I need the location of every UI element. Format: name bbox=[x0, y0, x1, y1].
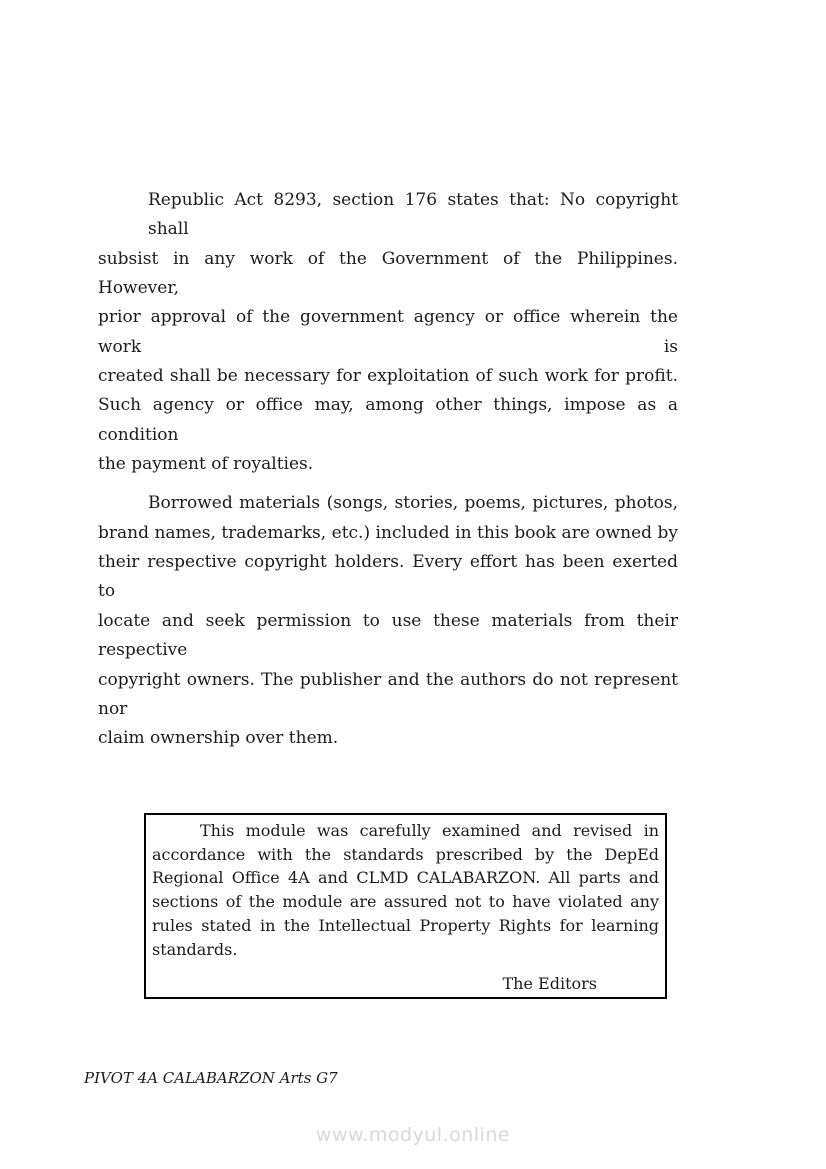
watermark-text: www.modyul.online bbox=[315, 1124, 511, 1146]
text-line: Borrowed materials (songs, stories, poems, pictures, photos, bbox=[148, 493, 678, 514]
text-line: their respective copyright holders. Every effort has been exerted to bbox=[98, 552, 678, 602]
text-line: Regional Office 4A and CLMD CALABARZON. All parts and bbox=[152, 868, 659, 888]
text-line: prior approval of the government agency or office wherein the work is bbox=[98, 307, 678, 357]
editors-review-box bbox=[144, 813, 667, 999]
text-line: claim ownership over them. bbox=[98, 728, 339, 749]
copyright-paragraph-2 bbox=[98, 489, 678, 753]
text-line: sections of the module are assured not to have violated any bbox=[152, 892, 659, 912]
footer-module-label: PIVOT 4A CALABARZON Arts G7 bbox=[84, 1069, 338, 1087]
text-line: brand names, trademarks, etc.) included in this book are owned by bbox=[98, 522, 678, 543]
review-box-text bbox=[152, 819, 659, 961]
copyright-notice bbox=[98, 186, 678, 754]
text-line: Such agency or office may, among other things, impose as a condition bbox=[98, 395, 678, 445]
text-line: standards. bbox=[152, 939, 238, 959]
text-line: accordance with the standards prescribed by the DepEd bbox=[152, 844, 659, 864]
text-line: This module was carefully examined and revised in bbox=[200, 821, 659, 840]
text-line: the payment of royalties. bbox=[98, 454, 314, 475]
text-line: rules stated in the Intellectual Property Rights for learning bbox=[152, 915, 659, 935]
text-line: locate and seek permission to use these materials from their respective bbox=[98, 610, 678, 661]
text-line: Republic Act 8293, section 176 states that: No copyright shall bbox=[148, 190, 678, 240]
text-line: copyright owners. The publisher and the authors do not represent nor bbox=[98, 669, 678, 719]
text-line: subsist in any work of the Government of the Philippines. However, bbox=[98, 248, 678, 299]
copyright-paragraph-1 bbox=[98, 186, 678, 479]
editors-signature: The Editors bbox=[502, 974, 597, 994]
text-line: created shall be necessary for exploitation of such work for profit. bbox=[98, 366, 678, 387]
